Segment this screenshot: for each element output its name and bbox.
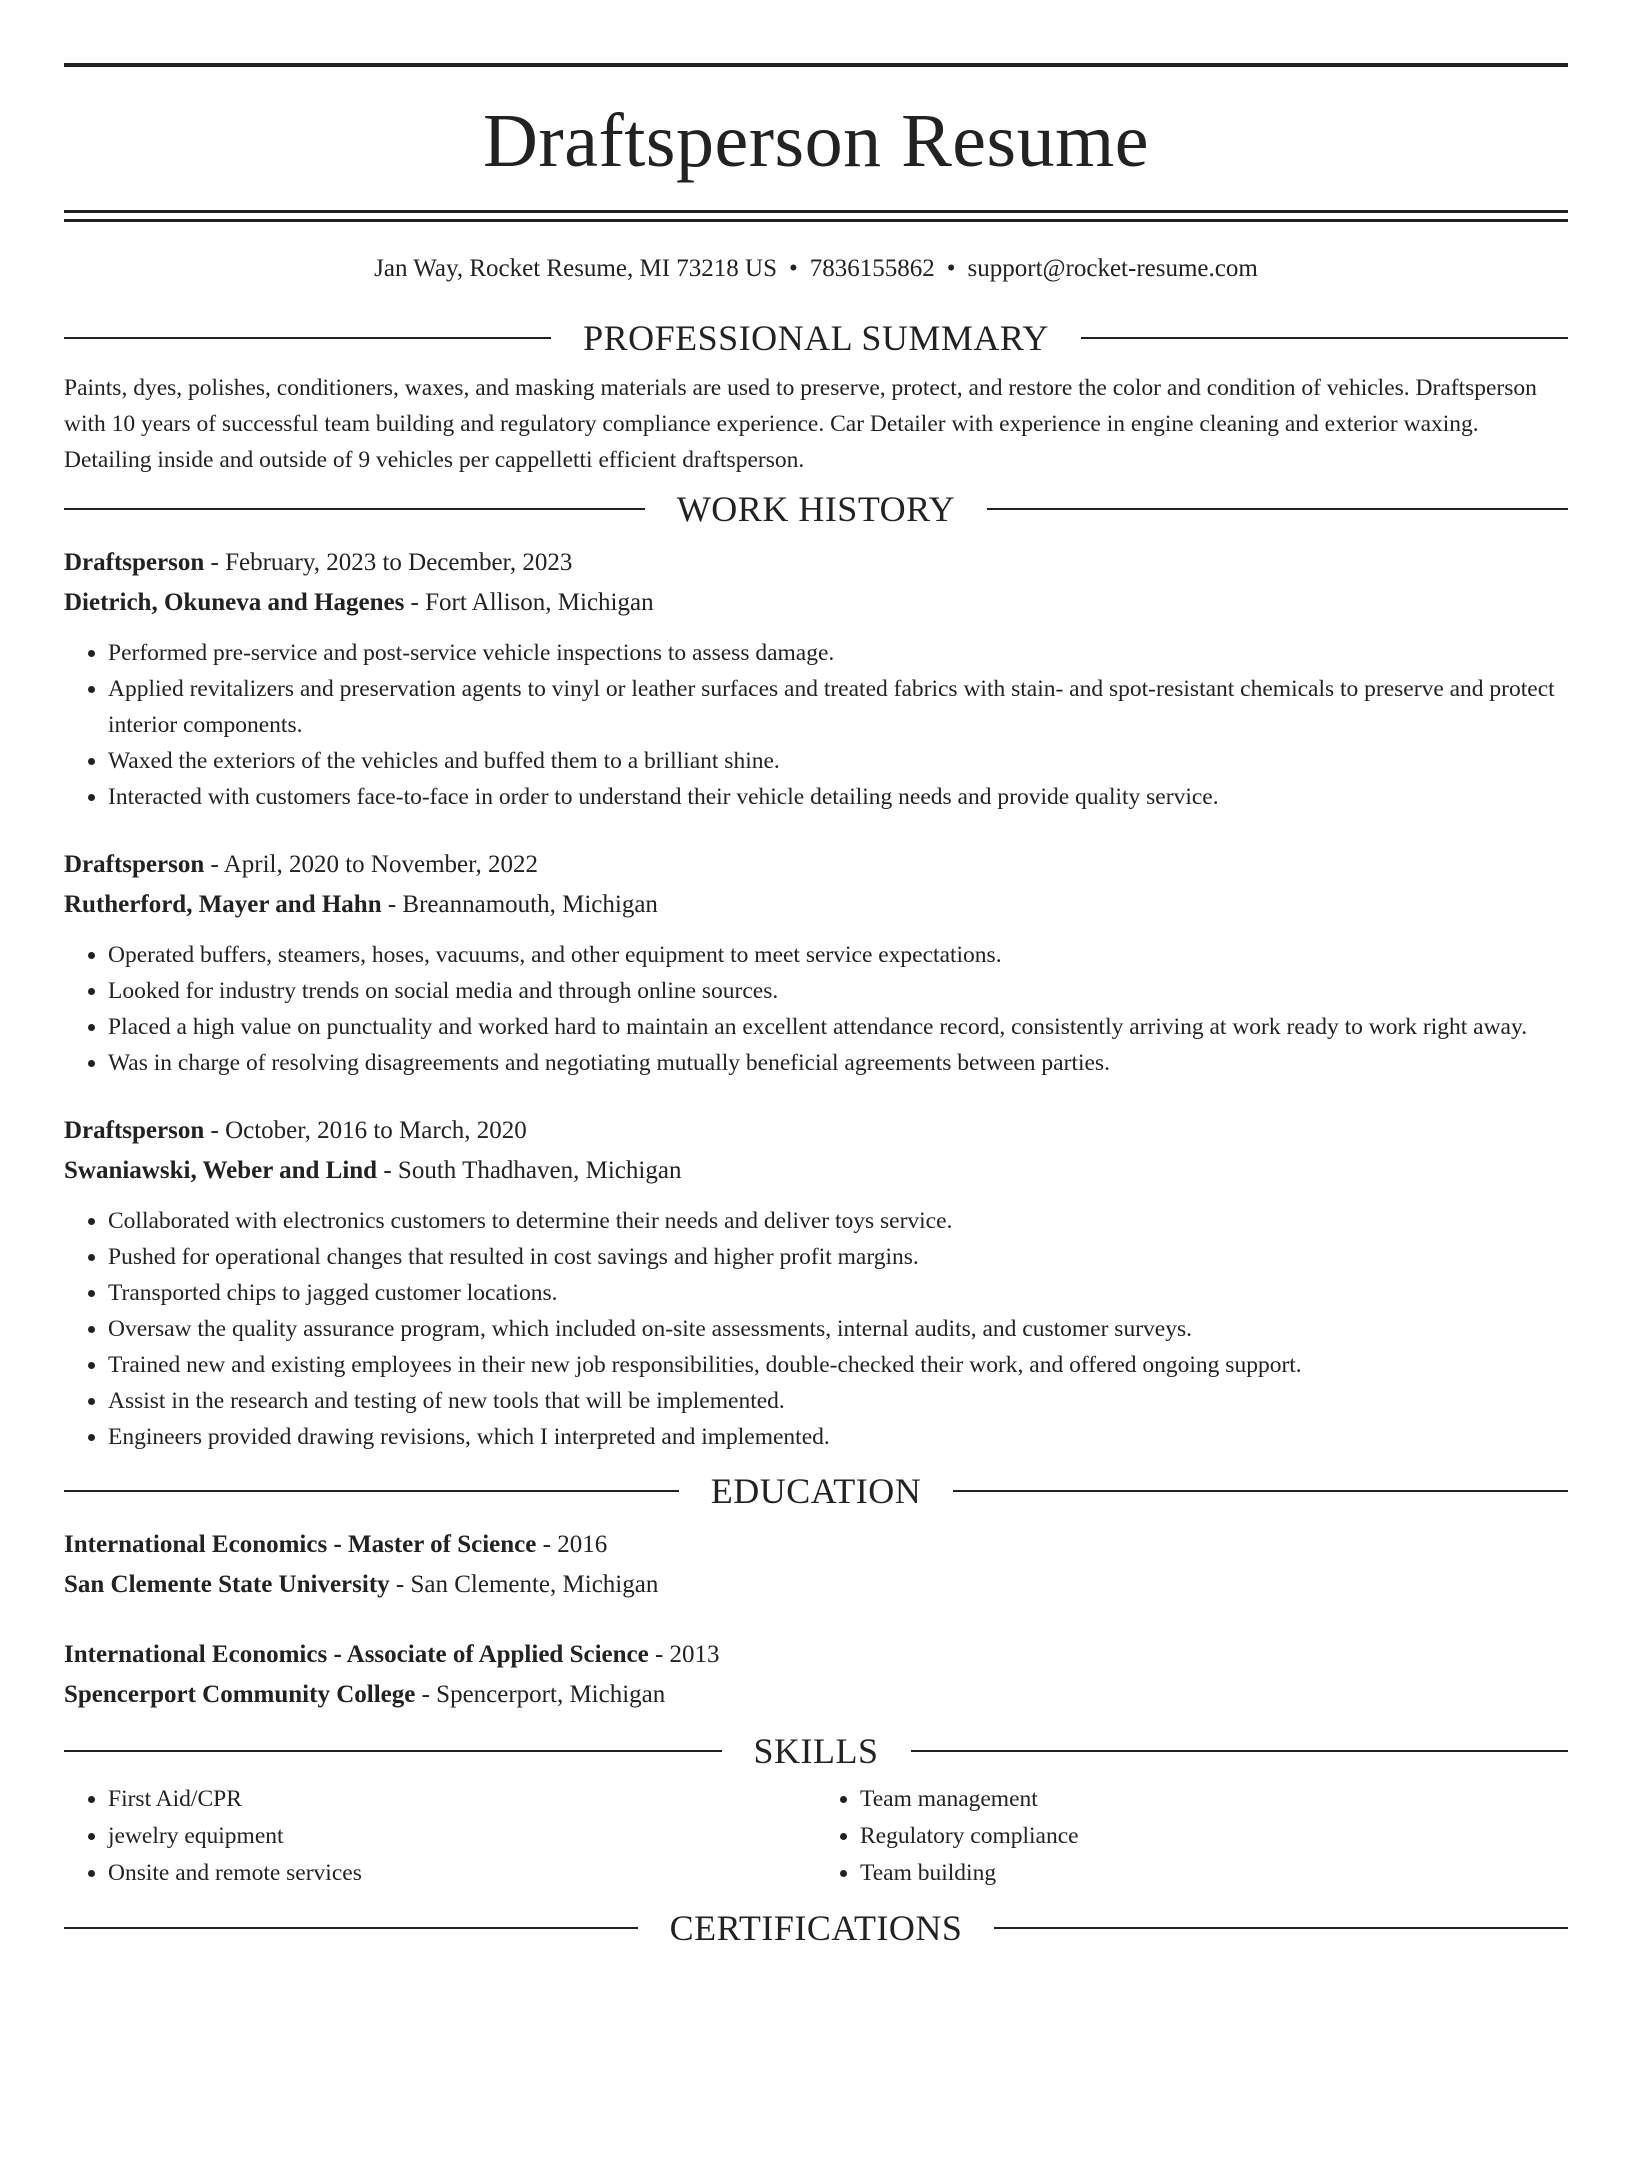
- job-company-line: [64, 885, 1568, 925]
- contact-separator: •: [788, 255, 798, 282]
- resume-title: Draftsperson Resume: [483, 99, 1149, 183]
- skill-item: • jewelry equipment: [108, 1818, 816, 1855]
- school: Spencerport Community College: [64, 1681, 416, 1708]
- skill-item: • Team management: [860, 1781, 1568, 1818]
- job-company-line: [64, 583, 1568, 623]
- heading-rule: [987, 508, 1568, 510]
- degree-year: - 2013: [648, 1641, 720, 1668]
- list-item: • Engineers provided drawing revisions, which I interpreted and implemented.: [108, 1419, 1568, 1455]
- contact-line: [64, 256, 1568, 281]
- heading-rule: [994, 1927, 1568, 1929]
- job-company: Swaniawski, Weber and Lind: [64, 1157, 378, 1184]
- list-item: • Waxed the exteriors of the vehicles and buffed them to a brilliant shine.: [108, 743, 1568, 779]
- job-title: Draftsperson: [64, 1117, 205, 1144]
- list-item: • Was in charge of resolving disagreements and negotiating mutually beneficial agreements between parties.: [108, 1045, 1568, 1081]
- skills-column-right: [816, 1781, 1568, 1892]
- education-heading: [64, 1473, 1568, 1509]
- degree: International Economics - Associate of Applied Science: [64, 1641, 649, 1668]
- list-item: • Trained new and existing employees in their new job responsibilities, double-checked their work, and offered ongoing support.: [108, 1347, 1568, 1383]
- heading-rule: [1081, 337, 1568, 339]
- summary-heading: [64, 320, 1568, 356]
- job-entry: [64, 845, 1568, 1081]
- section-title: CERTIFICATIONS: [669, 1908, 963, 1948]
- job-location: - Breannamouth, Michigan: [381, 891, 658, 918]
- certifications-heading: [64, 1910, 1568, 1946]
- heading-rule: [64, 508, 645, 510]
- job-company-line: [64, 1151, 1568, 1191]
- skills-list: [64, 1781, 1568, 1892]
- degree-line: [64, 1635, 1568, 1675]
- section-title: SKILLS: [753, 1731, 879, 1771]
- job-location: - South Thadhaven, Michigan: [377, 1157, 682, 1184]
- school-line: [64, 1675, 1568, 1715]
- contact-phone: 7836155862: [809, 255, 935, 282]
- skill-item: • Team building: [860, 1855, 1568, 1892]
- top-rule: [64, 63, 1568, 67]
- list-item: • Performed pre-service and post-service vehicle inspections to assess damage.: [108, 635, 1568, 671]
- education-entry: [64, 1635, 1568, 1715]
- job-company: Dietrich, Okuneva and Hagenes: [64, 589, 405, 616]
- section-title: WORK HISTORY: [676, 489, 956, 529]
- job-entry: [64, 1111, 1568, 1455]
- job-title-line: [64, 845, 1568, 885]
- degree: International Economics - Master of Science: [64, 1531, 537, 1558]
- list-item: • Transported chips to jagged customer locations.: [108, 1275, 1568, 1311]
- school: San Clemente State University: [64, 1571, 390, 1598]
- job-dates: - October, 2016 to March, 2020: [204, 1117, 527, 1144]
- heading-rule: [64, 1927, 638, 1929]
- list-item: • Looked for industry trends on social media and through online sources.: [108, 973, 1568, 1009]
- double-rule: [64, 210, 1568, 222]
- contact-separator: •: [946, 255, 956, 282]
- school-location: - Spencerport, Michigan: [415, 1681, 666, 1708]
- education-entry: [64, 1525, 1568, 1605]
- heading-rule: [911, 1750, 1569, 1752]
- contact-email: support@rocket-resume.com: [967, 255, 1258, 282]
- job-title: Draftsperson: [64, 549, 205, 576]
- skill-item: • Onsite and remote services: [108, 1855, 816, 1892]
- job-bullets: [64, 635, 1568, 815]
- list-item: • Collaborated with electronics customers to determine their needs and deliver toys service.: [108, 1203, 1568, 1239]
- section-title: EDUCATION: [710, 1471, 922, 1511]
- job-bullets: [64, 937, 1568, 1081]
- list-item: • Interacted with customers face-to-face in order to understand their vehicle detailing needs and provide quality service.: [108, 779, 1568, 815]
- summary-text: Paints, dyes, polishes, conditioners, waxes, and masking materials are used to preserve, protect, and restore the color and condition of vehicles. Draftsperson with 10 years of successful team building and regulatory compliance experience. Car Detailer with experience in engine cleaning and exterior waxing. Detailing inside and outside of 9 vehicles per cappelletti efficient draftsperson.: [64, 375, 1537, 473]
- job-title: Draftsperson: [64, 851, 205, 878]
- school-line: [64, 1565, 1568, 1605]
- degree-year: - 2016: [536, 1531, 608, 1558]
- contact-address: Jan Way, Rocket Resume, MI 73218 US: [374, 255, 777, 282]
- job-company: Rutherford, Mayer and Hahn: [64, 891, 382, 918]
- job-title-line: [64, 1111, 1568, 1151]
- heading-rule: [64, 337, 551, 339]
- heading-rule: [64, 1490, 679, 1492]
- heading-rule: [64, 1750, 722, 1752]
- job-location: - Fort Allison, Michigan: [404, 589, 654, 616]
- heading-rule: [953, 1490, 1568, 1492]
- list-item: • Oversaw the quality assurance program, which included on-site assessments, internal audits, and customer surveys.: [108, 1311, 1568, 1347]
- job-entry: [64, 543, 1568, 815]
- skill-item: • Regulatory compliance: [860, 1818, 1568, 1855]
- work-heading: [64, 491, 1568, 527]
- list-item: • Applied revitalizers and preservation agents to vinyl or leather surfaces and treated fabrics with stain- and spot-resistant chemicals to preserve and protect interior components.: [108, 671, 1568, 743]
- job-title-line: [64, 543, 1568, 583]
- skills-heading: [64, 1733, 1568, 1769]
- school-location: - San Clemente, Michigan: [389, 1571, 659, 1598]
- skills-column-left: [64, 1781, 816, 1892]
- list-item: • Operated buffers, steamers, hoses, vacuums, and other equipment to meet service expectations.: [108, 937, 1568, 973]
- job-dates: - February, 2023 to December, 2023: [204, 549, 573, 576]
- list-item: • Pushed for operational changes that resulted in cost savings and higher profit margins.: [108, 1239, 1568, 1275]
- list-item: • Placed a high value on punctuality and worked hard to maintain an excellent attendance record, consistently arriving at work ready to work right away.: [108, 1009, 1568, 1045]
- job-bullets: [64, 1203, 1568, 1455]
- resume-page: [0, 63, 1632, 2175]
- list-item: • Assist in the research and testing of new tools that will be implemented.: [108, 1383, 1568, 1419]
- skill-item: • First Aid/CPR: [108, 1781, 816, 1818]
- degree-line: [64, 1525, 1568, 1565]
- job-dates: - April, 2020 to November, 2022: [204, 851, 538, 878]
- section-title: PROFESSIONAL SUMMARY: [583, 318, 1049, 358]
